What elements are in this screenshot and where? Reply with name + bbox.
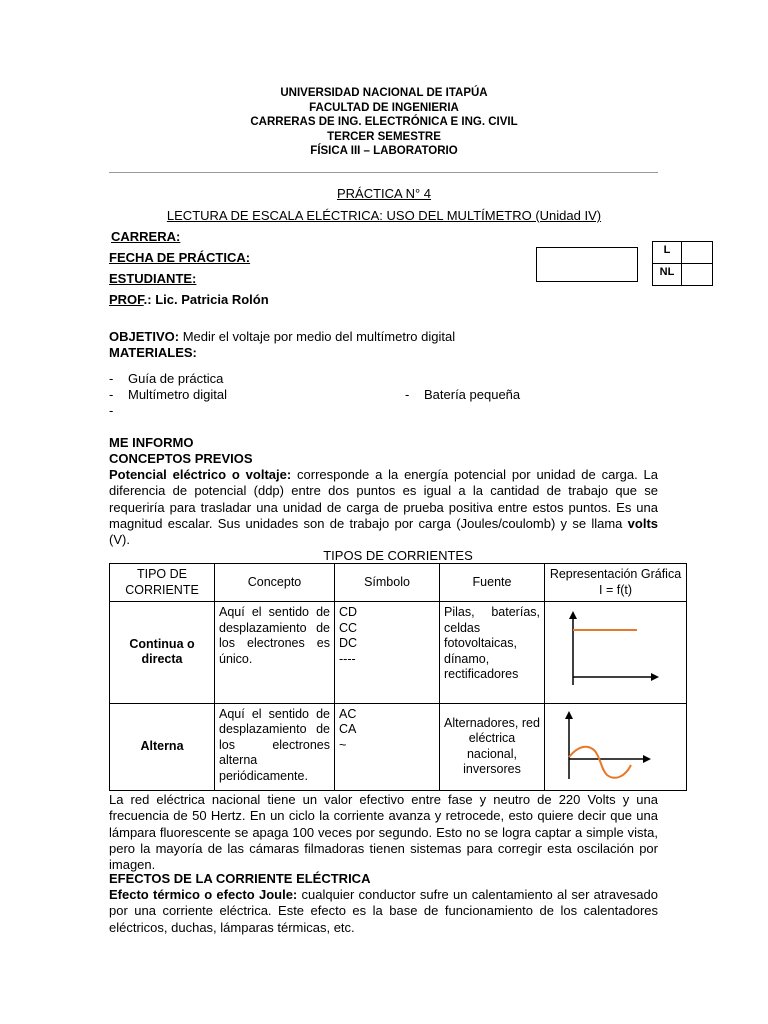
symbol: CC bbox=[339, 620, 358, 635]
symbol: CA bbox=[339, 722, 357, 736]
symbol: ---- bbox=[339, 651, 356, 666]
voltage-text-a: corresponde a la energía potencial por unidad de carga. La diferencia de potencial (ddp) entre dos puntos es igual a la cantidad de trabajo que se requeriría para trasladar una unidad de carga de prueba positiva entre estos puntos. Es una magnitud escalar. Sus unidades son de trabajo por carga (Joules/coulomb) y se llama bbox=[109, 467, 658, 531]
field-estudiante: ESTUDIANTE: bbox=[109, 271, 197, 286]
ac-current-wave bbox=[569, 746, 631, 777]
prof-value: .: Lic. Patricia Rolón bbox=[143, 292, 269, 307]
network-paragraph: La red eléctrica nacional tiene un valor efectivo entre fase y neutro de 220 Volts y una frecuencia de 50 Hertz. En un ciclo la corriente avanza y retrocede, esto quiere decir que una lámpara fluorescente se apaga 100 veces por segundo. Esto no se logra captar a simple vista, pero la mayoría de las cámaras filmadoras tienen sistemas para corregir esta oscilación por imagen. bbox=[109, 792, 658, 873]
joule-effect bbox=[109, 887, 658, 936]
table-header-row bbox=[110, 564, 687, 602]
row-dc-source: Pilas, baterías, celdas fotovoltaicas, dínamo, rectificadores bbox=[440, 602, 545, 704]
symbol: DC bbox=[339, 636, 358, 650]
grade-box bbox=[536, 247, 638, 282]
row-dc-concept: Aquí el sentido de desplazamiento de los electrones es único. bbox=[215, 602, 335, 704]
row-ac-source: Alternadores, red eléctrica nacional, inversores bbox=[440, 703, 545, 791]
ac-y-arrow bbox=[565, 711, 573, 719]
inform-title: ME INFORMO bbox=[109, 435, 194, 450]
dc-y-arrow bbox=[569, 611, 577, 619]
prof-label: PROF bbox=[109, 292, 144, 307]
header-careers: CARRERAS DE ING. ELECTRÓNICA E ING. CIVIL bbox=[250, 116, 518, 128]
university-header bbox=[0, 86, 768, 159]
material-dash-3: - bbox=[405, 387, 410, 402]
th-type: TIPO DE CORRIENTE bbox=[110, 564, 215, 602]
th-symbol: Símbolo bbox=[335, 564, 440, 602]
material-item-2: Multímetro digital bbox=[128, 387, 227, 402]
joule-text: cualquier conductor sufre un calentamiento al ser atravesado por una corriente eléctrica. Este efecto es la base de funcionamiento de los calentadores eléctricos, duchas, lámparas térmicas, etc. bbox=[109, 887, 658, 935]
table-row bbox=[110, 602, 687, 704]
grade-nl: NL bbox=[659, 266, 675, 278]
material-dash-2: - bbox=[109, 387, 114, 402]
header-faculty: FACULTAD DE INGENIERIA bbox=[309, 101, 459, 114]
grade-l: L bbox=[663, 244, 671, 256]
field-fecha: FECHA DE PRÁCTICA: bbox=[109, 250, 251, 265]
row-ac-graph bbox=[545, 703, 687, 791]
material-item-3: Batería pequeña bbox=[424, 387, 521, 402]
dc-current-graph-icon bbox=[549, 605, 669, 695]
practice-subtitle-text: LECTURA DE ESCALA ELÉCTRICA: USO DEL MULTÍMETRO (Unidad IV) bbox=[166, 208, 602, 223]
practice-title-text: PRÁCTICA N° 4 bbox=[336, 186, 432, 201]
table-title: TIPOS DE CORRIENTES bbox=[323, 548, 473, 563]
grade-table bbox=[652, 241, 713, 286]
header-semester: TERCER SEMESTRE bbox=[327, 130, 441, 143]
header-divider bbox=[109, 172, 658, 173]
row-ac-symbols bbox=[335, 703, 440, 791]
row-dc-graph bbox=[545, 602, 687, 704]
table-row bbox=[110, 703, 687, 791]
material-item-1: Guía de práctica bbox=[128, 371, 224, 386]
voltage-term: Potencial eléctrico o voltaje: bbox=[109, 467, 292, 482]
joule-term: Efecto térmico o efecto Joule: bbox=[109, 887, 298, 902]
voltage-definition bbox=[109, 467, 658, 548]
header-university: UNIVERSIDAD NACIONAL DE ITAPÚA bbox=[280, 87, 488, 99]
objective-text: Medir el voltaje por medio del multímetro digital bbox=[179, 329, 456, 344]
field-carrera: CARRERA: bbox=[111, 229, 181, 244]
th-concept: Concepto bbox=[215, 564, 335, 602]
material-dash-1: - bbox=[109, 371, 114, 386]
row-dc-type: Continua o directa bbox=[110, 602, 215, 704]
currents-table bbox=[109, 563, 687, 791]
th-graph: Representación Gráfica I = f(t) bbox=[545, 564, 687, 602]
symbol: ~ bbox=[339, 737, 347, 752]
row-ac-concept: Aquí el sentido de desplazamiento de los electrones alterna periódicamente. bbox=[215, 703, 335, 791]
row-ac-type: Alterna bbox=[110, 703, 215, 791]
ac-x-arrow bbox=[643, 755, 651, 763]
effects-title: EFECTOS DE LA CORRIENTE ELÉCTRICA bbox=[109, 871, 371, 886]
header-course: FÍSICA III – LABORATORIO bbox=[310, 145, 458, 157]
concepts-title: CONCEPTOS PREVIOS bbox=[109, 451, 253, 466]
objective-label: OBJETIVO: bbox=[109, 329, 180, 344]
dc-x-arrow bbox=[651, 673, 659, 681]
material-dash-4: - bbox=[109, 403, 114, 418]
voltage-text-b: (V). bbox=[109, 532, 130, 548]
th-source: Fuente bbox=[440, 564, 545, 602]
objective bbox=[109, 329, 455, 344]
materials-label: MATERIALES: bbox=[109, 345, 197, 360]
grade-table-hline bbox=[653, 263, 712, 264]
field-prof bbox=[109, 292, 269, 307]
voltage-volts: volts bbox=[627, 515, 658, 531]
ac-current-graph-icon bbox=[549, 707, 669, 783]
row-dc-symbols bbox=[335, 602, 440, 704]
practice-title bbox=[0, 186, 768, 201]
practice-subtitle bbox=[0, 208, 768, 223]
symbol: AC bbox=[339, 706, 357, 721]
symbol: CD bbox=[339, 605, 358, 619]
